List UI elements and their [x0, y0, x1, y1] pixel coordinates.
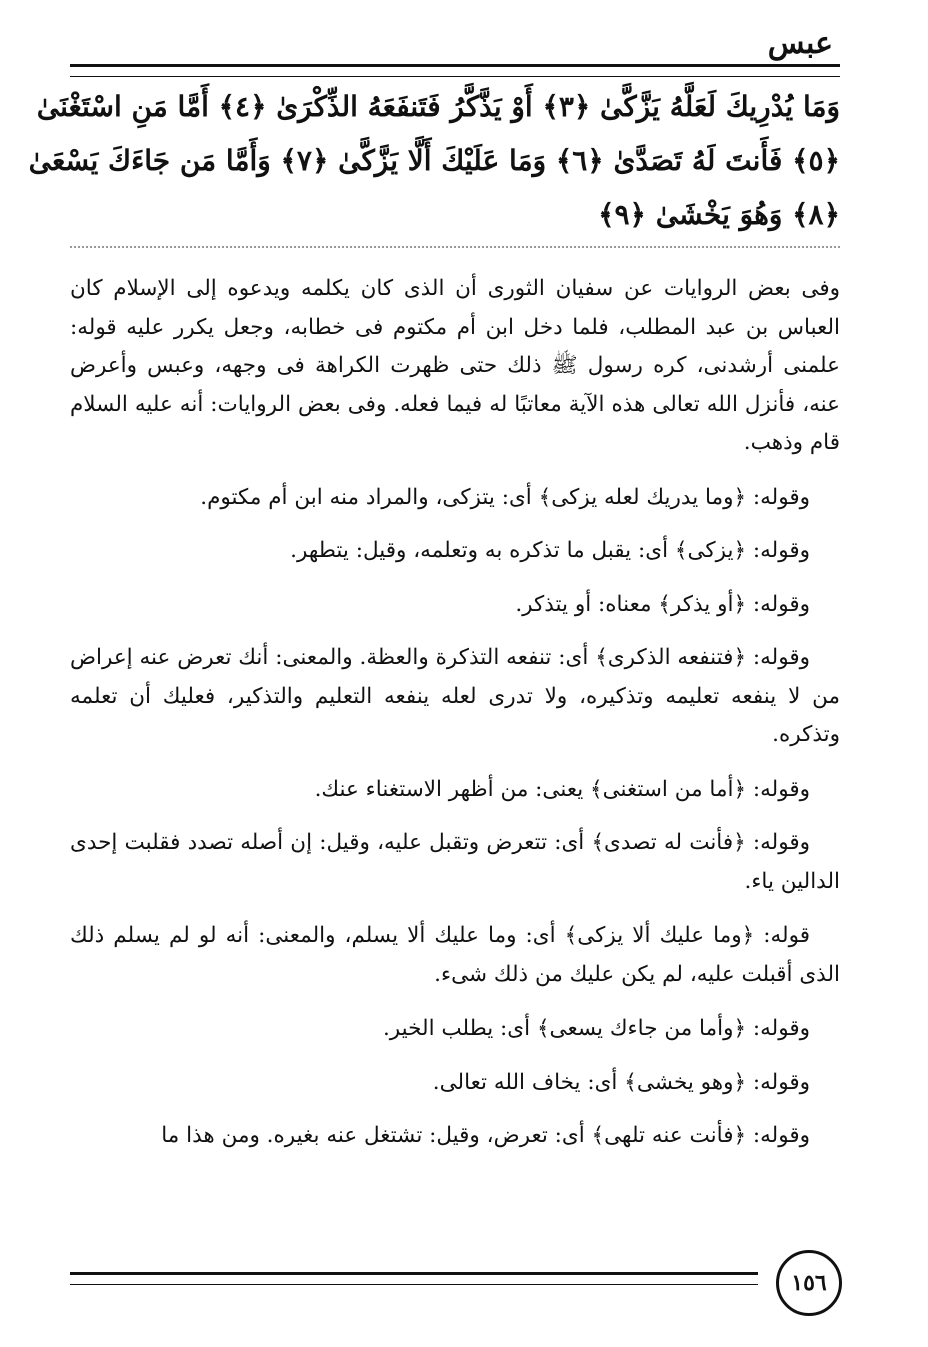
paragraph: وقوله: ﴿فتنفعه الذكرى﴾ أى: تنفعه التذكرة والعظة. والمعنى: أنك تعرض عنه إعراض من لا ينفعه تعليمه وتذكيره، ولا تدرى لعله ينفعه التعليم والتذكير، فعليك أن تعلمه وتذكره.	[70, 645, 840, 747]
paragraph: وقوله: ﴿وهو يخشى﴾ أى: يخاف الله تعالى.	[432, 1069, 810, 1095]
quran-line: وَمَا يُدْرِيكَ لَعَلَّهُ يَزَّكَّىٰ ﴿٣﴾ أَوْ يَذَّكَّرُ فَتَنفَعَهُ الذِّكْرَىٰ ﴿٤﴾ أَمَّا مَنِ اسْتَغْنَىٰ	[36, 90, 840, 123]
surah-title: عبس	[767, 26, 833, 61]
quran-line: ﴿٨﴾ وَهُوَ يَخْشَىٰ ﴿٩﴾	[598, 198, 840, 231]
page-number: ١٥٦	[776, 1250, 842, 1316]
paragraph: وقوله: ﴿فأنت له تصدى﴾ أى: تتعرض وتقبل عليه، وقيل: إن أصله تصدد فقلبت إحدى الدالين ياء.	[70, 830, 840, 894]
paragraph: وقوله: ﴿أو يذكر﴾ معناه: أو يتذكر.	[515, 591, 810, 617]
verses-separator	[70, 246, 840, 248]
footer-rule	[70, 1272, 758, 1285]
quran-verses	[28, 80, 840, 242]
header-rule	[70, 64, 840, 77]
paragraph: وقوله: ﴿يزكى﴾ أى: يقبل ما تذكره به وتعلمه، وقيل: يتطهر.	[290, 538, 810, 563]
paragraph: قوله: ﴿وما عليك ألا يزكى﴾ أى: وما عليك ألا يسلم، والمعنى: أنه لو لم يسلم ذلك الذى أقبلت عليه، لم يكن عليك من ذلك شىء.	[70, 923, 840, 987]
commentary-text	[70, 270, 840, 1171]
quran-line: ﴿٥﴾ فَأَنتَ لَهُ تَصَدَّىٰ ﴿٦﴾ وَمَا عَلَيْكَ أَلَّا يَزَّكَّىٰ ﴿٧﴾ وَأَمَّا مَن جَاءَكَ يَسْعَىٰ	[28, 144, 840, 177]
paragraph: وقوله: ﴿وأما من جاءك يسعى﴾ أى: يطلب الخير.	[382, 1016, 810, 1041]
paragraph: وفى بعض الروايات عن سفيان الثورى أن الذى كان يكلمه ويدعوه إلى الإسلام كان العباس بن عبد المطلب، فلما دخل ابن أم مكتوم فى خطابه، وجعل يكرر عليه قوله: علمنى أرشدنى، كره رسول ﷺ ذلك حتى ظهرت الكراهة فى وجهه، وعبس وأعرض عنه، فأنزل الله تعالى هذه الآية معاتبًا له فيما فعله. وفى بعض الروايات: أنه عليه السلام قام وذهب.	[70, 276, 840, 455]
paragraph: وقوله: ﴿فأنت عنه تلهى﴾ أى: تعرض، وقيل: تشتغل عنه بغيره. ومن هذا ما	[161, 1123, 810, 1148]
paragraph: وقوله: ﴿وما يدريك لعله يزكى﴾ أى: يتزكى، والمراد منه ابن أم مكتوم.	[200, 484, 810, 510]
paragraph: وقوله: ﴿أما من استغنى﴾ يعنى: من أظهر الاستغناء عنك.	[314, 776, 810, 802]
